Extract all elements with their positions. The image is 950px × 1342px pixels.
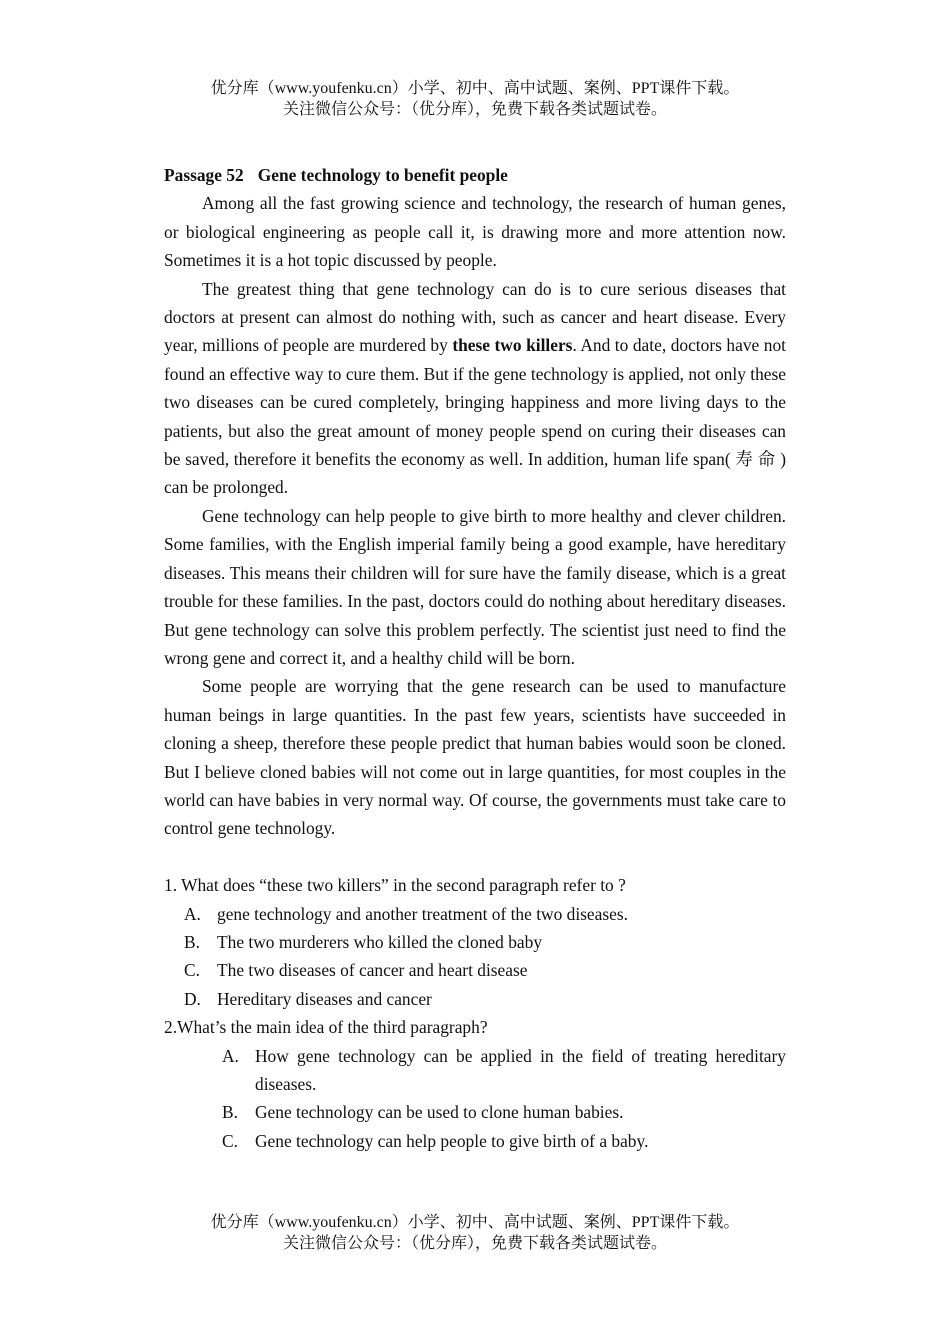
header-line-2: 关注微信公众号：（优分库），免费下载各类试题试卷。 [282, 101, 667, 118]
paragraph-2 [164, 275, 786, 502]
paragraph-2-start: The greatest thing that gene technology can do is to cure serious diseases that doctors at present can almost do nothing with, such as cancer and heart disease. Every year, millions of people are murdered by [164, 278, 786, 356]
paragraph-2-end: . And to date, doctors have not found an effective way to cure them. But if the gene technology is applied, not only these two diseases can be cured completely, bringing happiness and more living days to the patients, but also the great amount of money people spend on curing their diseases can be saved, therefore it benefits the economy as well. In addition, human life span( 寿 命 ) can be prolonged. [164, 335, 786, 498]
option-text: The two murderers who killed the cloned baby [217, 931, 543, 952]
option-text: Gene technology can help people to give birth of a baby. [255, 1130, 649, 1151]
option-text: The two diseases of cancer and heart disease [217, 960, 528, 981]
option-letter: B. [222, 1102, 238, 1123]
question-1-option-a [164, 900, 786, 928]
page-footer [0, 1212, 950, 1254]
question-2: 2.What’s the main idea of the third paragraph? [164, 1017, 488, 1038]
question-2-option-b [164, 1098, 786, 1126]
paragraph-4: Some people are worrying that the gene research can be used to manufacture human beings in large quantities. In the past few years, scientists have succeeded in cloning a sheep, therefore these people predict that human babies would soon be cloned. But I believe cloned babies will not come out in large quantities, for most couples in the world can have babies in very normal way. Of course, the governments must take care to control gene technology. [164, 676, 786, 839]
option-letter: C. [184, 960, 200, 981]
question-1-option-c [164, 956, 786, 984]
paragraph-1: Among all the fast growing science and technology, the research of human genes, or biological engineering as people call it, is drawing more and more attention now. Sometimes it is a hot topic discussed by people. [164, 193, 786, 271]
option-text: Gene technology can be used to clone human babies. [255, 1102, 624, 1123]
option-text: gene technology and another treatment of the two diseases. [217, 903, 628, 924]
header-line-1: 优分库（www.youfenku.cn）小学、初中、高中试题、案例、PPT课件下载。 [210, 80, 740, 97]
paragraph-2-bold-phrase: these two killers [452, 335, 573, 356]
option-letter: D. [184, 988, 201, 1009]
option-text: How gene technology can be applied in the field of treating hereditary diseases. [255, 1045, 786, 1094]
footer-line-1: 优分库（www.youfenku.cn）小学、初中、高中试题、案例、PPT课件下载。 [210, 1214, 740, 1231]
question-2-option-a [164, 1042, 786, 1099]
page-header [0, 78, 950, 120]
passage-number: Passage 52 [164, 165, 244, 185]
question-1-option-d [164, 985, 786, 1013]
question-2-option-c [164, 1127, 786, 1155]
option-text: Hereditary diseases and cancer [217, 988, 432, 1009]
option-letter: A. [184, 903, 201, 924]
option-letter: A. [222, 1045, 239, 1066]
question-1: 1. What does “these two killers” in the second paragraph refer to ? [164, 875, 626, 896]
document-body [164, 161, 786, 1155]
passage-title [164, 161, 786, 189]
option-letter: B. [184, 931, 200, 952]
spacer [164, 843, 786, 871]
option-letter: C. [222, 1130, 238, 1151]
question-1-option-b [164, 928, 786, 956]
paragraph-3: Gene technology can help people to give birth to more healthy and clever children. Some families, with the English imperial family being a good example, have hereditary diseases. This means their children will for sure have the family disease, which is a great trouble for these families. In the past, doctors could do nothing about hereditary diseases. But gene technology can solve this problem perfectly. The scientist just need to find the wrong gene and correct it, and a healthy child will be born. [164, 505, 786, 668]
footer-line-2: 关注微信公众号：（优分库），免费下载各类试题试卷。 [282, 1235, 667, 1252]
passage-title-text: Gene technology to benefit people [257, 165, 508, 185]
